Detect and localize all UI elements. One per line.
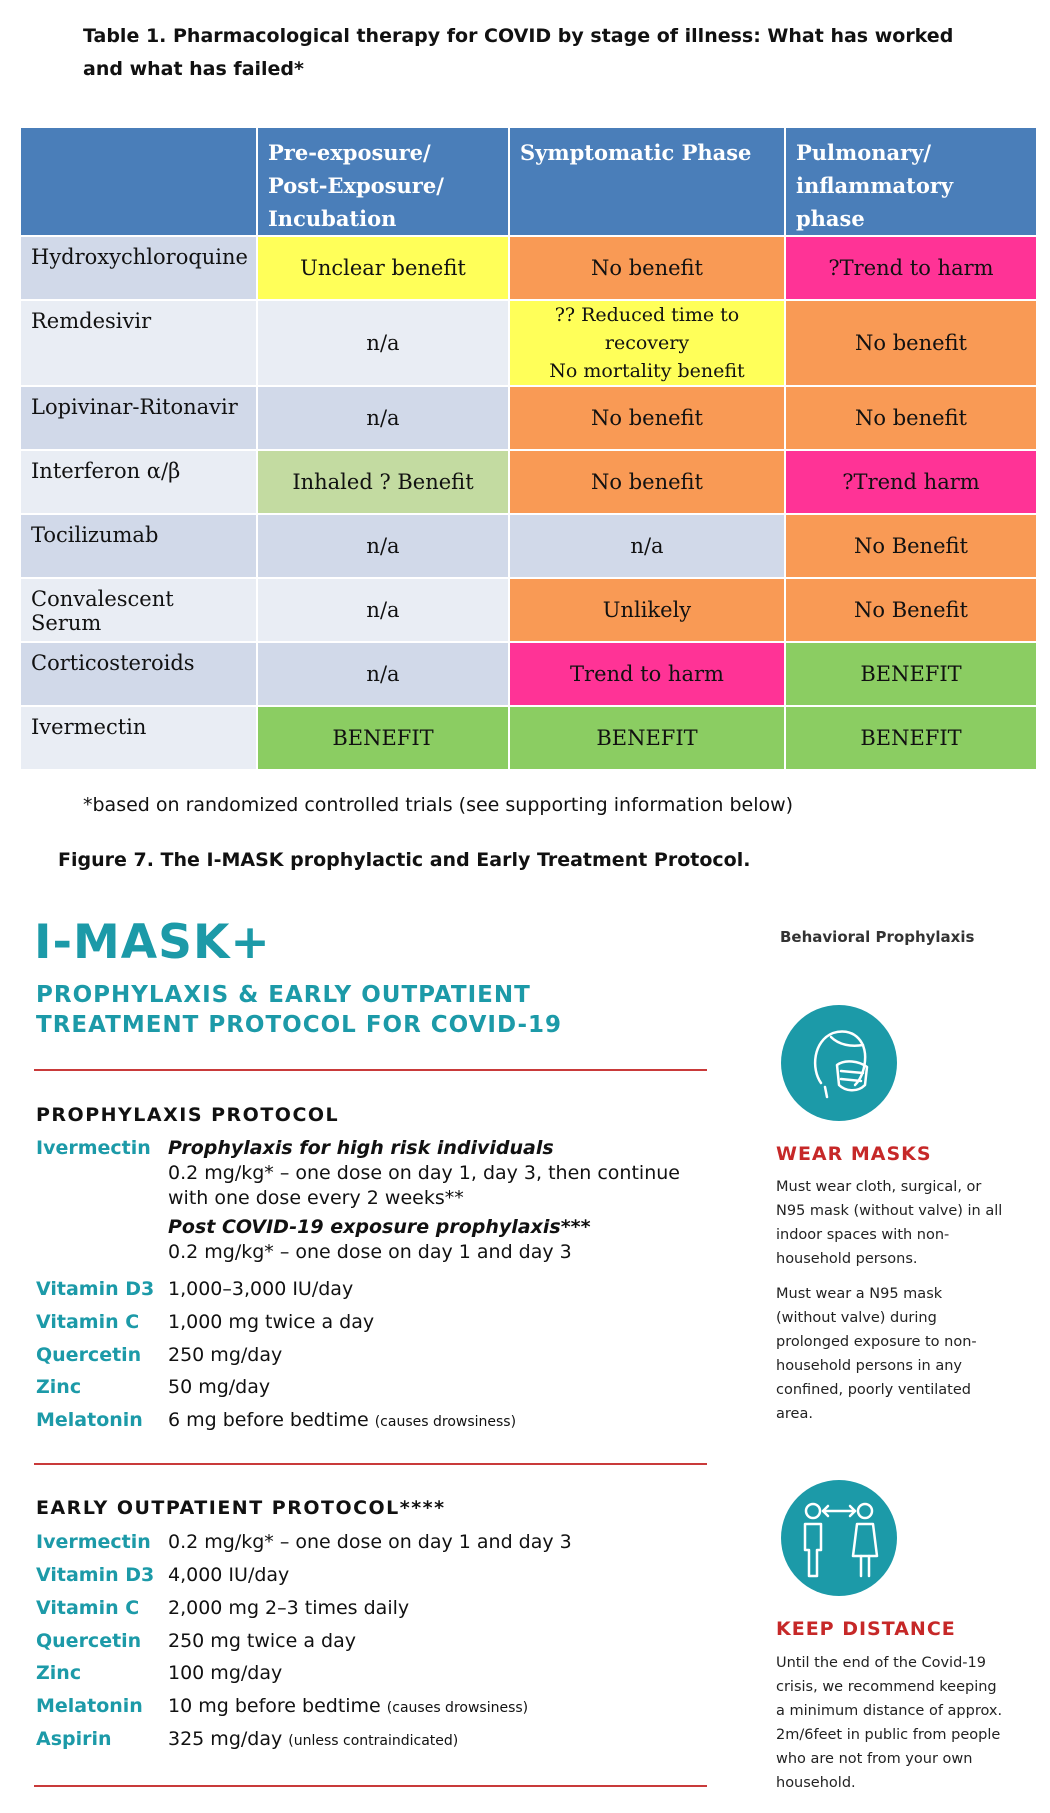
drug-dose: 1,000 mg twice a day <box>168 1311 375 1333</box>
table-row <box>21 237 1036 299</box>
drug-label: Vitamin D3 <box>36 1278 155 1300</box>
header-pre-exposure: Pre-exposure/ Post-Exposure/ Incubation <box>258 128 508 235</box>
dose-note: (unless contraindicated) <box>288 1733 459 1749</box>
cell: No Benefit <box>786 515 1036 577</box>
drug-name: Remdesivir <box>21 301 256 385</box>
cell: Unclear benefit <box>258 237 508 299</box>
drug-dose <box>168 1136 698 1265</box>
divider <box>34 1463 707 1465</box>
drug-dose: 250 mg/day <box>168 1344 283 1366</box>
drug-name: Lopivinar-Ritonavir <box>21 387 256 449</box>
cell: No benefit <box>786 387 1036 449</box>
drug-name: Ivermectin <box>21 707 256 769</box>
dose-text: 325 mg/day <box>168 1728 283 1750</box>
early-heading: EARLY OUTPATIENT PROTOCOL**** <box>36 1497 446 1519</box>
drug-label: Vitamin C <box>36 1311 140 1333</box>
dose-heading: Post COVID-19 exposure prophylaxis*** <box>168 1216 591 1238</box>
drug-label: Quercetin <box>36 1630 142 1652</box>
drug-dose: 50 mg/day <box>168 1376 271 1398</box>
cell: ?Trend harm <box>786 451 1036 513</box>
wear-masks-heading: WEAR MASKS <box>776 1143 932 1165</box>
cell: Unlikely <box>510 579 784 641</box>
figure-title: Figure 7. The I-MASK prophylactic and Early Treatment Protocol. <box>58 849 751 871</box>
cell: Inhaled ? Benefit <box>258 451 508 513</box>
table-title: Table 1. Pharmacological therapy for COVID by stage of illness: What has worked and what has failed* <box>83 25 954 80</box>
social-distance-icon <box>781 1480 897 1596</box>
dose-text: 10 mg before bedtime <box>168 1695 381 1717</box>
cell: BENEFIT <box>786 643 1036 705</box>
wear-masks-text-2: Must wear a N95 mask (without valve) during prolonged exposure to non-household persons in any confined, poorly ventilated area. <box>776 1286 977 1422</box>
drug-label: Vitamin D3 <box>36 1564 155 1586</box>
drug-label: Zinc <box>36 1376 82 1398</box>
drug-label: Vitamin C <box>36 1597 140 1619</box>
therapy-table <box>19 126 1038 771</box>
imask-logo: I-MASK+ <box>34 915 271 970</box>
cell: ?Trend to harm <box>786 237 1036 299</box>
header-pulmonary: Pulmonary/ inflammatory phase <box>786 128 1036 235</box>
dose-heading: Prophylaxis for high risk individuals <box>168 1137 554 1159</box>
table-footnote: *based on randomized controlled trials (see supporting information below) <box>83 794 794 816</box>
drug-dose: 250 mg twice a day <box>168 1630 356 1652</box>
dose-text: 0.2 mg/kg* – one dose on day 1 and day 3 <box>168 1241 572 1263</box>
drug-dose: 0.2 mg/kg* – one dose on day 1 and day 3 <box>168 1531 572 1553</box>
table-row <box>21 451 1036 513</box>
cell-line: ?? Reduced time to recovery <box>554 304 740 354</box>
divider <box>34 1069 707 1071</box>
dose-note: (causes drowsiness) <box>386 1700 529 1716</box>
drug-name: Convalescent Serum <box>21 579 256 641</box>
drug-label: Ivermectin <box>36 1531 151 1553</box>
drug-dose: 1,000–3,000 IU/day <box>168 1278 354 1300</box>
dose-note: (causes drowsiness) <box>374 1414 517 1430</box>
cell: BENEFIT <box>258 707 508 769</box>
drug-dose: 2,000 mg 2–3 times daily <box>168 1597 410 1619</box>
drug-label: Melatonin <box>36 1409 143 1431</box>
header-symptomatic: Symptomatic Phase <box>510 128 784 235</box>
drug-dose <box>168 1727 698 1754</box>
behavioral-title: Behavioral Prophylaxis <box>780 928 975 946</box>
subtitle-line: PROPHYLAXIS & EARLY OUTPATIENT <box>36 982 531 1008</box>
cell: No benefit <box>786 301 1036 385</box>
table-row <box>21 387 1036 449</box>
table-row <box>21 707 1036 769</box>
divider <box>34 1785 707 1787</box>
cell: No benefit <box>510 237 784 299</box>
drug-label: Aspirin <box>36 1728 112 1750</box>
cell: n/a <box>510 515 784 577</box>
prophylaxis-heading: PROPHYLAXIS PROTOCOL <box>36 1104 340 1126</box>
cell: No benefit <box>510 387 784 449</box>
drug-dose: 100 mg/day <box>168 1662 283 1684</box>
drug-dose <box>168 1694 698 1721</box>
cell: BENEFIT <box>786 707 1036 769</box>
drug-name: Corticosteroids <box>21 643 256 705</box>
cell: No benefit <box>510 451 784 513</box>
header-blank <box>21 128 256 235</box>
keep-distance-text: Until the end of the Covid-19 crisis, we recommend keeping a minimum distance of approx. 2m/6feet in public from people who are not from your own household. <box>776 1655 1003 1791</box>
drug-label: Ivermectin <box>36 1137 151 1159</box>
cell: n/a <box>258 301 508 385</box>
drug-name: Tocilizumab <box>21 515 256 577</box>
drug-dose <box>168 1408 698 1435</box>
table-row <box>21 643 1036 705</box>
subtitle-line: TREATMENT PROTOCOL FOR COVID-19 <box>36 1012 563 1038</box>
cell: n/a <box>258 387 508 449</box>
table-row <box>21 515 1036 577</box>
drug-name: Hydroxychloroquine <box>21 237 256 299</box>
drug-name: Interferon α/β <box>21 451 256 513</box>
cell: n/a <box>258 579 508 641</box>
dose-text: 0.2 mg/kg* – one dose on day 1, day 3, then continue with one dose every 2 weeks** <box>168 1162 680 1209</box>
imask-subtitle <box>36 980 686 1040</box>
drug-label: Melatonin <box>36 1695 143 1717</box>
drug-dose: 4,000 IU/day <box>168 1564 290 1586</box>
cell: No Benefit <box>786 579 1036 641</box>
keep-distance-heading: KEEP DISTANCE <box>776 1618 956 1640</box>
table-row <box>21 301 1036 385</box>
prophylaxis-ivermectin <box>36 1136 696 1263</box>
drug-label: Quercetin <box>36 1344 142 1366</box>
cell: Trend to harm <box>510 643 784 705</box>
cell: BENEFIT <box>510 707 784 769</box>
drug-label: Zinc <box>36 1662 82 1684</box>
cell: n/a <box>258 515 508 577</box>
cell-line: No mortality benefit <box>549 360 745 382</box>
cell: n/a <box>258 643 508 705</box>
dose-text: 6 mg before bedtime <box>168 1409 369 1431</box>
face-mask-icon <box>781 1005 897 1121</box>
cell <box>510 301 784 385</box>
table-header-row <box>21 128 1036 235</box>
table-row <box>21 579 1036 641</box>
wear-masks-text: Must wear cloth, surgical, or N95 mask (without valve) in all indoor spaces with non-household persons. <box>776 1179 1003 1267</box>
